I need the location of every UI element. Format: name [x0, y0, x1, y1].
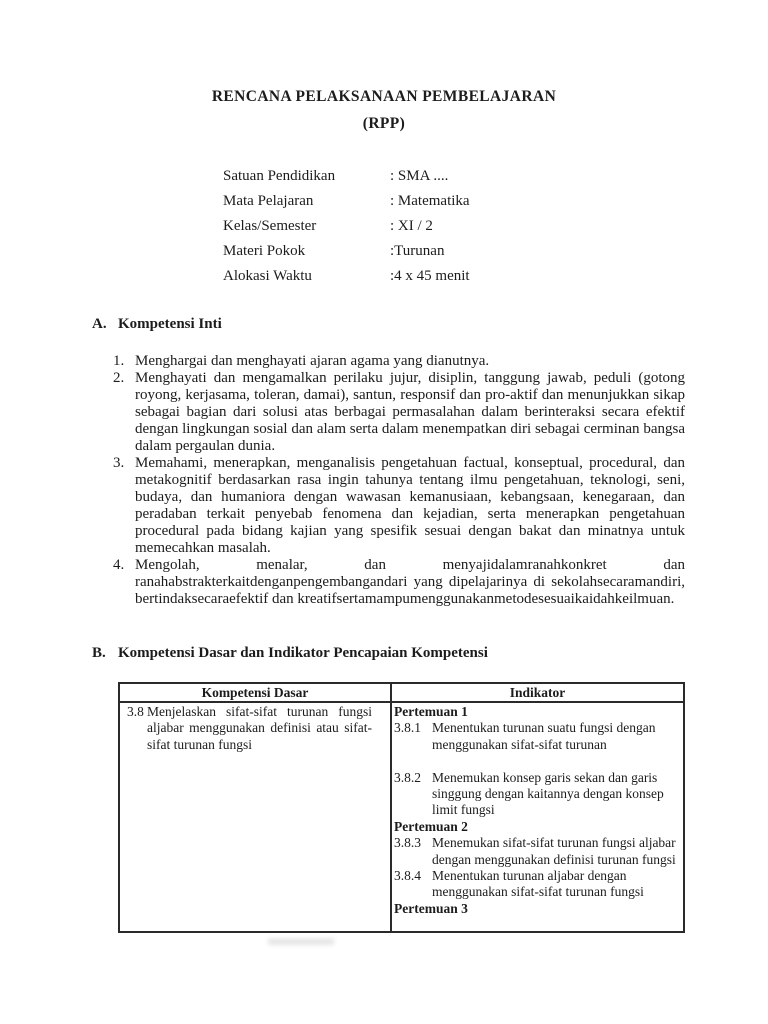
- table-header-kompetensi-dasar: Kompetensi Dasar: [120, 684, 392, 701]
- indikator-cell: [392, 703, 683, 931]
- indikator-item-3-8-1: [394, 720, 677, 753]
- list-item-1: [113, 353, 685, 370]
- detail-label: Mata Pelajaran: [223, 193, 314, 209]
- section-a-letter: A.: [92, 316, 107, 332]
- indikator-item-text: Menentukan turunan aljabar dengan menggunakan sifat-sifat turunan fungsi: [432, 868, 644, 900]
- list-item-4: [113, 557, 685, 608]
- detail-value: :4 x 45 menit: [390, 268, 470, 284]
- indikator-pertemuan-3: Pertemuan 3: [394, 900, 468, 916]
- indikator-item-text: Menentukan turunan suatu fungsi dengan menggunakan sifat-sifat turunan: [432, 720, 656, 752]
- detail-label: Satuan Pendidikan: [223, 168, 336, 184]
- list-item-number: 3.: [113, 455, 125, 471]
- kompetensi-inti-list: [113, 353, 685, 608]
- indikator-item-3-8-4: [394, 868, 677, 901]
- indikator-spacer: [394, 753, 677, 769]
- detail-row-alokasi-waktu: [223, 267, 683, 292]
- section-a-heading-text: Kompetensi Inti: [118, 316, 222, 332]
- table-header-indikator: Indikator: [509, 685, 566, 700]
- indikator-item-number: 3.8.3: [394, 835, 421, 851]
- indikator-item-number: 3.8.4: [394, 868, 421, 884]
- detail-row-mata-pelajaran: [223, 192, 683, 217]
- detail-label: Kelas/Semester: [223, 218, 317, 234]
- kompetensi-dasar-number: 3.8: [127, 704, 144, 719]
- list-item-2: [113, 370, 685, 455]
- detail-value: : SMA ....: [390, 168, 449, 184]
- list-item-3: [113, 455, 685, 557]
- list-item-number: 2.: [113, 370, 125, 386]
- indikator-pertemuan-1: Pertemuan 1: [394, 704, 468, 719]
- section-a-heading: [92, 316, 222, 333]
- detail-label: Alokasi Waktu: [223, 268, 312, 284]
- indikator-item-text: Menemukan konsep garis sekan dan garis singgung dengan kaitannya dengan konsep limit fungsi: [432, 769, 664, 818]
- kompetensi-dasar-indikator-table: [118, 682, 685, 933]
- table-body-row: [120, 703, 683, 931]
- list-item-text: Menghayati dan mengamalkan perilaku jujur, disiplin, tanggung jawab, peduli (gotong royong, kerjasama, toleran, damai), santun, responsif dan pro-aktif dan menunjukkan sikap sebagai bagian dari solusi atas berbagai permasalahan dalam berinteraksi secara efektif dengan lingkungan sosial dan alam serta dalam menempatkan diri sebagai cerminan bangsa dalam pergaulan dunia.: [135, 370, 685, 454]
- list-item-text: Menghargai dan menghayati ajaran agama yang dianutnya.: [135, 353, 490, 369]
- table-header-row: [120, 684, 683, 703]
- indikator-item-3-8-2: [394, 770, 677, 819]
- indikator-item-text: Menemukan sifat-sifat turunan fungsi aljabar dengan menggunakan definisi turunan fungsi: [432, 835, 676, 867]
- indikator-pertemuan-2: Pertemuan 2: [394, 818, 468, 834]
- detail-value: : Matematika: [390, 193, 470, 209]
- indikator-item-3-8-3: [394, 835, 677, 868]
- list-item-text: Memahami, menerapkan, menganalisis pengetahuan factual, konseptual, procedural, dan metakognitif berdasarkan rasa ingin tahunya tentang ilmu pengetahuan, teknologi, seni, budaya, dan humaniora dengan wawasan kemanusiaan, kebangsaan, kenegaraan, dan peradaban terkait penyebab fenomena dan kejadian, serta menerapkan pengetahuan procedural pada bidang kajian yang spesifik sesuai dengan bakat dan minatnya untuk memecahkan masalah.: [135, 455, 685, 556]
- document-title: RENCANA PELAKSANAAN PEMBELAJARAN: [211, 88, 557, 105]
- document-details: [223, 167, 683, 292]
- detail-row-kelas-semester: [223, 217, 683, 242]
- list-item-number: 1.: [113, 353, 125, 369]
- detail-value: :Turunan: [390, 243, 445, 259]
- detail-row-satuan-pendidikan: [223, 167, 683, 192]
- detail-label: Materi Pokok: [223, 243, 306, 259]
- detail-value: : XI / 2: [390, 218, 433, 234]
- kompetensi-dasar-text: Menjelaskan sifat-sifat turunan fungsi aljabar menggunakan definisi atau sifat-sifat turunan fungsi: [147, 704, 372, 752]
- list-item-text: Mengolah, menalar, dan menyajidalamranahkonkret dan ranahabstrakterkaitdenganpengembangandari yang dipelajarinya di sekolahsecaramandiri, bertindaksecaraefektif dan kreatifsertamampumenggunakanmetodesesuaikaidahkeilmuan.: [135, 557, 685, 607]
- section-b-letter: B.: [92, 645, 106, 661]
- indikator-item-number: 3.8.2: [394, 769, 421, 785]
- list-item-number: 4.: [113, 557, 125, 573]
- scan-artifact-smudge: [268, 938, 334, 945]
- section-b-heading: [92, 645, 488, 662]
- section-b-heading-text: Kompetensi Dasar dan Indikator Pencapaian Kompetensi: [118, 645, 488, 661]
- detail-row-materi-pokok: [223, 242, 683, 267]
- kompetensi-dasar-cell: [120, 703, 392, 931]
- indikator-item-number: 3.8.1: [394, 720, 421, 736]
- document-subtitle: (RPP): [362, 115, 406, 132]
